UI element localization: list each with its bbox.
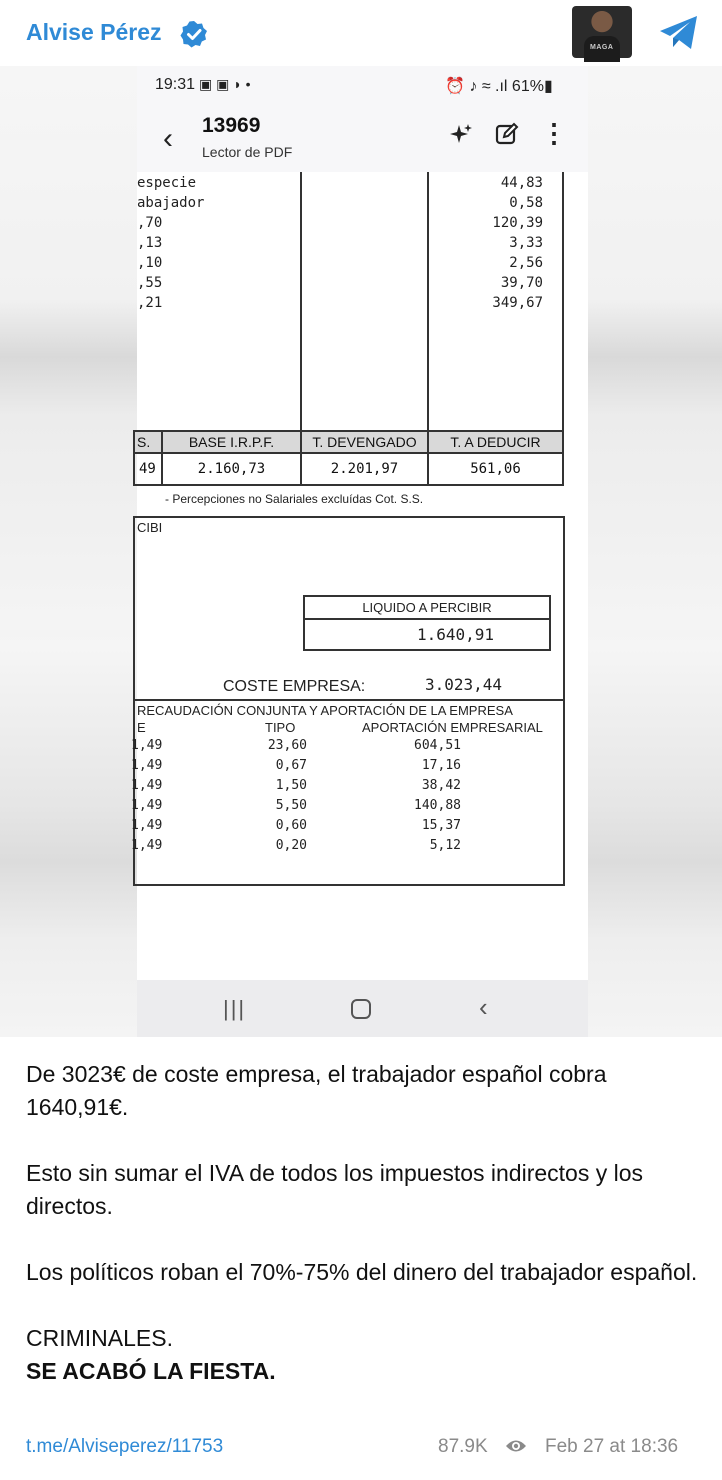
earning-value: 0,58 (509, 195, 543, 211)
summary-value-base-irpf: 2.160,73 (161, 454, 302, 486)
post-date: Feb 27 at 18:36 (545, 1436, 679, 1457)
contrib-aportacion: 15,37 (421, 818, 461, 833)
table-divider (427, 172, 429, 430)
caption-emphasis: SE ACABÓ LA FIESTA. (26, 1358, 276, 1384)
table-divider (562, 172, 564, 430)
verified-badge-icon (180, 20, 208, 48)
contrib-base: 1,49 (131, 778, 163, 793)
caption-paragraph: Esto sin sumar el IVA de todos los impuestos indirectos y los directos. (26, 1160, 644, 1219)
nav-back-icon[interactable]: ‹ (479, 992, 488, 1022)
contrib-aportacion: 604,51 (414, 738, 461, 753)
liquido-value: 1.640,91 (417, 625, 495, 644)
phone-status-bar (137, 66, 588, 106)
pdf-viewer-app-bar (137, 106, 588, 172)
earning-label: ,13 (137, 235, 163, 251)
table-divider (300, 172, 302, 430)
caption-paragraph: CRIMINALES. (26, 1325, 173, 1351)
back-arrow-icon[interactable]: ‹ (163, 122, 173, 155)
android-nav-bar (137, 980, 588, 1037)
edit-icon[interactable] (495, 122, 519, 146)
blurred-backdrop-right (588, 66, 722, 1037)
contrib-tipo: 0,67 (275, 758, 307, 773)
earning-label: ,70 (137, 215, 163, 231)
summary-header-deducir: T. A DEDUCIR (427, 430, 564, 454)
more-options-icon[interactable]: ⋮ (541, 118, 567, 148)
contrib-aportacion: 17,16 (421, 758, 461, 773)
col-aportacion-header: APORTACIÓN EMPRESARIAL (362, 720, 543, 735)
caption-paragraph: Los políticos roban el 70%-75% del dinero del trabajador español. (26, 1259, 698, 1285)
recents-icon[interactable]: ||| (223, 996, 247, 1021)
recaudacion-divider (133, 699, 565, 701)
channel-avatar[interactable] (572, 6, 632, 58)
earning-label: ,10 (137, 255, 163, 271)
blurred-backdrop-left (0, 66, 137, 1037)
channel-name[interactable]: Alvise Pérez (26, 19, 162, 45)
col-base-header: E (137, 720, 146, 735)
col-tipo-header: TIPO (265, 720, 296, 735)
status-notification-icons: ▣ ▣ ◗ • (199, 76, 251, 92)
avatar-shirt: MAGA (584, 36, 620, 62)
summary-header-base-irpf: BASE I.R.P.F. (161, 430, 302, 454)
status-time: 19:31 (155, 76, 196, 93)
contrib-aportacion: 5,12 (429, 838, 461, 853)
contrib-base: 1,49 (131, 838, 163, 853)
contrib-base: 1,49 (131, 818, 163, 833)
summary-value-devengado: 2.201,97 (300, 454, 429, 486)
earning-value: 120,39 (492, 215, 543, 231)
earning-value: 39,70 (500, 275, 543, 291)
earning-value: 44,83 (500, 175, 543, 191)
post-image[interactable] (0, 66, 722, 1037)
coste-empresa-value: 3.023,44 (425, 675, 503, 694)
eye-icon (505, 1437, 527, 1455)
contrib-base: 1,49 (131, 758, 163, 773)
summary-value-ss: 49 (133, 454, 163, 486)
contrib-tipo: 1,50 (275, 778, 307, 793)
earning-value: 3,33 (509, 235, 543, 251)
coste-empresa-label: COSTE EMPRESA: (223, 678, 366, 695)
recaudacion-title: RECAUDACIÓN CONJUNTA Y APORTACIÓN DE LA EMPRESA (137, 703, 513, 718)
contrib-tipo: 0,60 (275, 818, 307, 833)
contrib-base: 1,49 (131, 738, 163, 753)
recibi-box (133, 516, 565, 886)
earning-label: ,55 (137, 275, 163, 291)
post-header (0, 0, 722, 66)
contrib-tipo: 23,60 (267, 738, 307, 753)
footnote: - Percepciones no Salariales excluídas Cot. S.S. (165, 492, 424, 506)
post-caption (26, 1058, 698, 1388)
contrib-aportacion: 38,42 (421, 778, 461, 793)
earning-label: ,21 (137, 295, 163, 311)
earning-label: especie (137, 175, 197, 191)
earning-value: 349,67 (492, 295, 543, 311)
liquido-divider (303, 618, 551, 620)
home-icon[interactable] (351, 999, 371, 1019)
status-system-icons: ⏰ ♪ ≈ .ıl 61%▮ (445, 78, 553, 95)
document-subtitle: Lector de PDF (202, 144, 293, 160)
earning-value: 2,56 (509, 255, 543, 271)
sparkle-icon[interactable] (449, 122, 473, 146)
document-title: 13969 (202, 114, 261, 137)
payslip-document (131, 172, 588, 980)
post-footer (0, 1432, 722, 1468)
summary-header-ss: S. (133, 430, 163, 454)
summary-header-devengado: T. DEVENGADO (300, 430, 429, 454)
recibi-label: CIBI (137, 520, 163, 535)
view-count: 87.9K (438, 1436, 488, 1457)
liquido-label: LIQUIDO A PERCIBIR (362, 600, 492, 615)
post-link[interactable]: t.me/Alviseperez/11753 (26, 1436, 224, 1457)
telegram-icon[interactable] (658, 14, 700, 52)
caption-paragraph: De 3023€ de coste empresa, el trabajador español cobra 1640,91€. (26, 1061, 607, 1120)
contrib-tipo: 0,20 (275, 838, 307, 853)
contrib-aportacion: 140,88 (414, 798, 461, 813)
contrib-tipo: 5,50 (275, 798, 307, 813)
earning-label: abajador (137, 195, 205, 211)
phone-screenshot (131, 66, 588, 1037)
summary-value-deducir: 561,06 (427, 454, 564, 486)
contrib-base: 1,49 (131, 798, 163, 813)
